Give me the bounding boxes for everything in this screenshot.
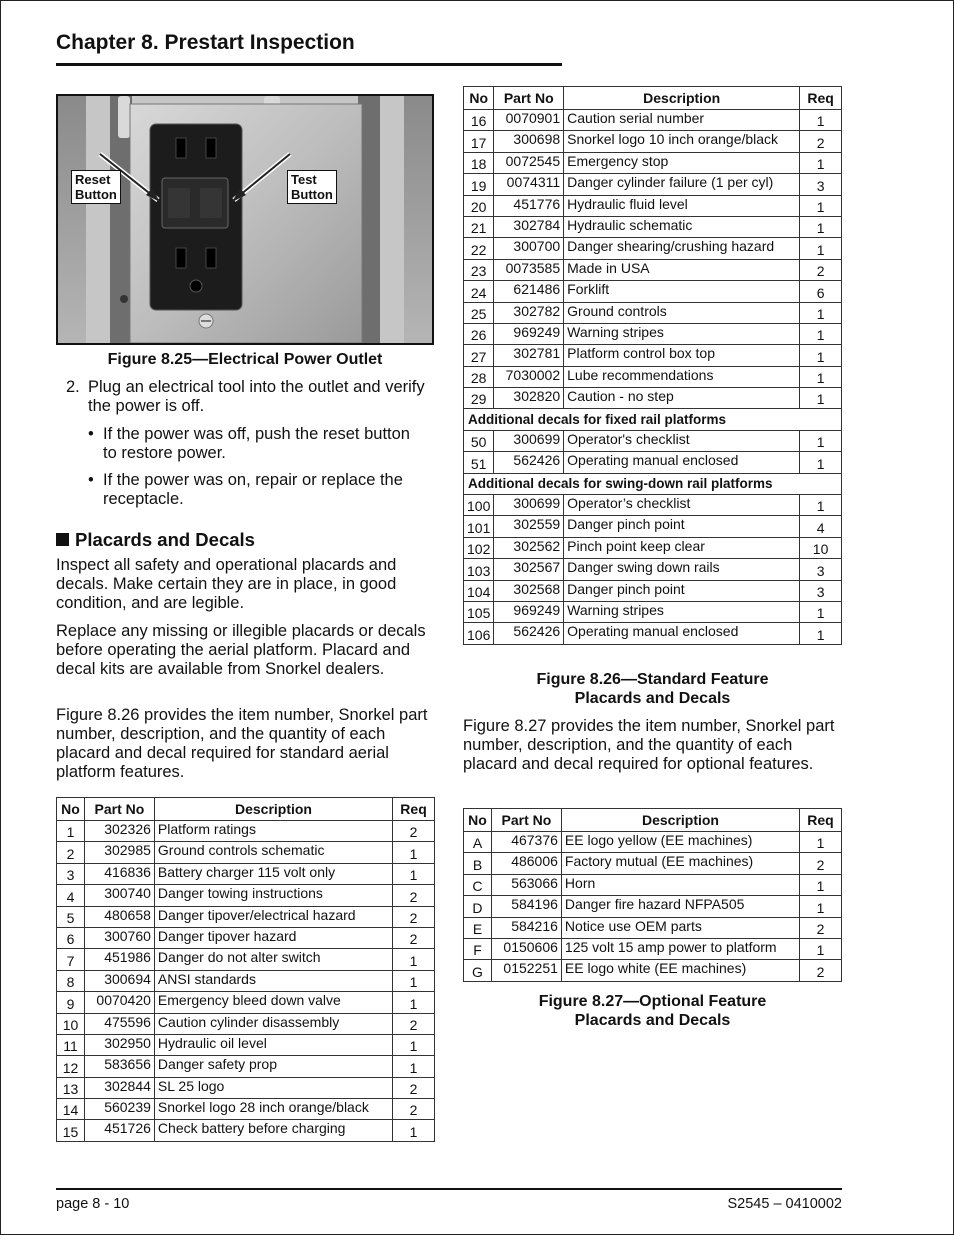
- bullet-dot-icon: •: [88, 425, 94, 443]
- part-number: 302562: [494, 537, 564, 558]
- header-part-no: Part No: [494, 87, 564, 110]
- quantity-required: 2: [800, 131, 842, 152]
- chapter-rule: [56, 63, 562, 66]
- quantity-required: 1: [800, 110, 842, 131]
- figure-26-caption: [463, 670, 842, 708]
- quantity-required: 1: [800, 874, 842, 895]
- figure-25-caption: Figure 8.25—Electrical Power Outlet: [107, 351, 383, 368]
- table-row: [57, 1013, 435, 1034]
- quantity-required: 1: [393, 992, 435, 1013]
- table-row: [464, 559, 842, 580]
- quantity-required: 2: [393, 1077, 435, 1098]
- part-number: 300740: [84, 885, 154, 906]
- description: EE logo yellow (EE machines): [561, 832, 799, 853]
- figure-26-caption-line2: Placards and Decals: [574, 690, 731, 707]
- part-number: 302820: [494, 388, 564, 409]
- part-number: 0073585: [494, 259, 564, 280]
- item-number: 100: [464, 495, 494, 516]
- item-number: B: [464, 853, 492, 874]
- item-number: 101: [464, 516, 494, 537]
- item-number: 10: [57, 1013, 85, 1034]
- description: Danger shearing/crushing hazard: [564, 238, 800, 259]
- item-number: 27: [464, 345, 494, 366]
- part-number: 584196: [491, 896, 561, 917]
- table-row: [57, 949, 435, 970]
- header-no: No: [57, 798, 85, 821]
- part-number: 302781: [494, 345, 564, 366]
- table-row: [464, 601, 842, 622]
- test-callout-line1: Test: [291, 172, 317, 187]
- part-number: 302784: [494, 216, 564, 237]
- table-row: [464, 495, 842, 516]
- square-bullet-icon: [56, 533, 69, 546]
- part-number: 475596: [84, 1013, 154, 1034]
- table-header-row: [57, 798, 435, 821]
- table-row: [464, 302, 842, 323]
- description: Pinch point keep clear: [564, 537, 800, 558]
- part-number: 300694: [84, 970, 154, 991]
- document-number: S2545 – 0410002: [727, 1196, 842, 1212]
- item-number: C: [464, 874, 492, 895]
- item-number: 106: [464, 623, 494, 644]
- table-row: [464, 960, 842, 981]
- table-row: [57, 821, 435, 842]
- quantity-required: 1: [393, 970, 435, 991]
- description: Emergency stop: [564, 152, 800, 173]
- header-req: Req: [800, 809, 842, 832]
- description: Snorkel logo 10 inch orange/black: [564, 131, 800, 152]
- table-row: [57, 1099, 435, 1120]
- part-number: 7030002: [494, 366, 564, 387]
- item-number: 9: [57, 992, 85, 1013]
- reset-button-callout: [71, 170, 121, 204]
- quantity-required: 3: [800, 559, 842, 580]
- page-number: page 8 - 10: [56, 1196, 130, 1212]
- header-part-no: Part No: [491, 809, 561, 832]
- table-row: [464, 216, 842, 237]
- description: Battery charger 115 volt only: [154, 863, 392, 884]
- table-row: [464, 917, 842, 938]
- item-number: 29: [464, 388, 494, 409]
- table-row: [464, 623, 842, 644]
- table-row: [464, 110, 842, 131]
- table-row: [464, 195, 842, 216]
- item-number: 103: [464, 559, 494, 580]
- table-row: [464, 152, 842, 173]
- description: Made in USA: [564, 259, 800, 280]
- item-number: G: [464, 960, 492, 981]
- table-row: [464, 366, 842, 387]
- item-number: 15: [57, 1120, 85, 1141]
- description: Horn: [561, 874, 799, 895]
- chapter-title: Chapter 8. Prestart Inspection: [56, 31, 355, 54]
- table-row: [464, 537, 842, 558]
- description: Danger fire hazard NFPA505: [561, 896, 799, 917]
- description: Snorkel logo 28 inch orange/black: [154, 1099, 392, 1120]
- quantity-required: 1: [800, 195, 842, 216]
- step-number: 2.: [66, 378, 80, 396]
- item-number: 21: [464, 216, 494, 237]
- quantity-required: 2: [393, 885, 435, 906]
- part-number: 416836: [84, 863, 154, 884]
- item-number: 26: [464, 323, 494, 344]
- test-button-callout: [287, 170, 337, 204]
- description: Danger pinch point: [564, 516, 800, 537]
- description: Warning stripes: [564, 323, 800, 344]
- table-row: [464, 516, 842, 537]
- part-number: 467376: [491, 832, 561, 853]
- item-number: 7: [57, 949, 85, 970]
- table-row: [57, 1034, 435, 1055]
- description: Danger tipover/electrical hazard: [154, 906, 392, 927]
- description: Lube recommendations: [564, 366, 800, 387]
- part-number: 969249: [494, 323, 564, 344]
- table-row: [464, 281, 842, 302]
- description: Caution serial number: [564, 110, 800, 131]
- header-req: Req: [393, 798, 435, 821]
- paragraph-replace: Replace any missing or illegible placards or decals before operating the aerial platform. Placard and decal kits are available from Snorkel dealers.: [56, 622, 426, 678]
- description: ANSI standards: [154, 970, 392, 991]
- section-heading: [56, 529, 255, 551]
- quantity-required: 2: [393, 906, 435, 927]
- quantity-required: 4: [800, 516, 842, 537]
- description: Hydraulic fluid level: [564, 195, 800, 216]
- item-number: E: [464, 917, 492, 938]
- description: Danger towing instructions: [154, 885, 392, 906]
- table-row: [57, 842, 435, 863]
- table-row: [464, 388, 842, 409]
- table-row: [57, 1056, 435, 1077]
- description: Emergency bleed down valve: [154, 992, 392, 1013]
- test-callout-line2: Button: [291, 187, 333, 202]
- item-number: 4: [57, 885, 85, 906]
- quantity-required: 1: [393, 1056, 435, 1077]
- quantity-required: 1: [800, 323, 842, 344]
- table-row: [57, 885, 435, 906]
- part-number: 300700: [494, 238, 564, 259]
- quantity-required: 10: [800, 537, 842, 558]
- quantity-required: 1: [800, 238, 842, 259]
- description: Factory mutual (EE machines): [561, 853, 799, 874]
- description: Hydraulic oil level: [154, 1034, 392, 1055]
- quantity-required: 2: [800, 960, 842, 981]
- part-number: 302844: [84, 1077, 154, 1098]
- table-row: [464, 259, 842, 280]
- item-number: F: [464, 938, 492, 959]
- quantity-required: 1: [800, 430, 842, 451]
- table-row: [464, 131, 842, 152]
- paragraph-figure-26: Figure 8.26 provides the item number, Snorkel part number, description, and the quantity of each placard and decal required for standard aerial platform features.: [56, 706, 428, 781]
- bullet-item: [88, 471, 428, 509]
- description: EE logo white (EE machines): [561, 960, 799, 981]
- part-number: 560239: [84, 1099, 154, 1120]
- part-number: 0074311: [494, 174, 564, 195]
- quantity-required: 1: [393, 949, 435, 970]
- subheading-row: [464, 473, 842, 494]
- header-part-no: Part No: [84, 798, 154, 821]
- quantity-required: 3: [800, 174, 842, 195]
- table-row: [57, 1120, 435, 1141]
- quantity-required: 1: [800, 938, 842, 959]
- table-row: [57, 906, 435, 927]
- item-number: 105: [464, 601, 494, 622]
- part-number: 302326: [84, 821, 154, 842]
- table-row: [464, 430, 842, 451]
- quantity-required: 1: [800, 495, 842, 516]
- figure-27-caption: [463, 992, 842, 1030]
- item-number: 51: [464, 452, 494, 473]
- table-row: [57, 992, 435, 1013]
- table-row: [57, 927, 435, 948]
- table-row: [464, 832, 842, 853]
- part-number: 0152251: [491, 960, 561, 981]
- reset-callout-line2: Button: [75, 187, 117, 202]
- item-number: 1: [57, 821, 85, 842]
- part-number: 0070901: [494, 110, 564, 131]
- description: SL 25 logo: [154, 1077, 392, 1098]
- decals-table-optional: [463, 808, 842, 982]
- item-number: 104: [464, 580, 494, 601]
- description: Operating manual enclosed: [564, 623, 800, 644]
- part-number: 563066: [491, 874, 561, 895]
- table-row: [464, 452, 842, 473]
- table-row: [464, 853, 842, 874]
- quantity-required: 1: [800, 601, 842, 622]
- part-number: 486006: [491, 853, 561, 874]
- step-2: [66, 378, 426, 416]
- quantity-required: 6: [800, 281, 842, 302]
- description: Forklift: [564, 281, 800, 302]
- header-description: Description: [154, 798, 392, 821]
- description: Operator's checklist: [564, 430, 800, 451]
- item-number: 17: [464, 131, 494, 152]
- part-number: 302559: [494, 516, 564, 537]
- paragraph-inspect: Inspect all safety and operational placards and decals. Make certain they are in place, in good condition, and are legible.: [56, 556, 397, 612]
- header-description: Description: [564, 87, 800, 110]
- quantity-required: 2: [800, 259, 842, 280]
- step-text: Plug an electrical tool into the outlet and verify the power is off.: [88, 378, 425, 415]
- description: Ground controls schematic: [154, 842, 392, 863]
- description: Danger safety prop: [154, 1056, 392, 1077]
- item-number: 24: [464, 281, 494, 302]
- item-number: 16: [464, 110, 494, 131]
- item-number: 28: [464, 366, 494, 387]
- paragraph-figure-27: Figure 8.27 provides the item number, Snorkel part number, description, and the quantity of each placard and decal required for optional features.: [463, 717, 835, 773]
- part-number: 480658: [84, 906, 154, 927]
- part-number: 302568: [494, 580, 564, 601]
- quantity-required: 2: [393, 821, 435, 842]
- item-number: D: [464, 896, 492, 917]
- table-row: [464, 238, 842, 259]
- description: Danger tipover hazard: [154, 927, 392, 948]
- bullet-text: If the power was on, repair or replace the receptacle.: [103, 471, 403, 508]
- part-number: 302567: [494, 559, 564, 580]
- description: Danger pinch point: [564, 580, 800, 601]
- fixed-rail-heading: Additional decals for fixed rail platforms: [464, 409, 842, 430]
- quantity-required: 1: [800, 152, 842, 173]
- part-number: 302985: [84, 842, 154, 863]
- quantity-required: 1: [393, 863, 435, 884]
- subheading-row: [464, 409, 842, 430]
- part-number: 0150606: [491, 938, 561, 959]
- description: Hydraulic schematic: [564, 216, 800, 237]
- bullet-item: [88, 425, 428, 463]
- quantity-required: 3: [800, 580, 842, 601]
- part-number: 300699: [494, 495, 564, 516]
- quantity-required: 1: [800, 896, 842, 917]
- figure-26-caption-line1: Figure 8.26—Standard Feature: [536, 671, 769, 688]
- footer-rule: [56, 1188, 842, 1190]
- part-number: 302782: [494, 302, 564, 323]
- header-description: Description: [561, 809, 799, 832]
- item-number: 13: [57, 1077, 85, 1098]
- header-no: No: [464, 87, 494, 110]
- decals-table-standard-2: [463, 86, 842, 645]
- item-number: 11: [57, 1034, 85, 1055]
- reset-callout-line1: Reset: [75, 172, 111, 187]
- quantity-required: 2: [393, 1099, 435, 1120]
- quantity-required: 1: [393, 842, 435, 863]
- section-heading-text: Placards and Decals: [75, 529, 255, 550]
- description: Danger swing down rails: [564, 559, 800, 580]
- description: Operator’s checklist: [564, 495, 800, 516]
- description: Platform ratings: [154, 821, 392, 842]
- quantity-required: 1: [800, 216, 842, 237]
- swing-rail-heading: Additional decals for swing-down rail platforms: [464, 473, 842, 494]
- bullet-text: If the power was off, push the reset button to restore power.: [103, 425, 410, 462]
- description: Caution cylinder disassembly: [154, 1013, 392, 1034]
- quantity-required: 1: [800, 366, 842, 387]
- bullet-dot-icon: •: [88, 471, 94, 489]
- part-number: 451726: [84, 1120, 154, 1141]
- item-number: 25: [464, 302, 494, 323]
- description: Danger do not alter switch: [154, 949, 392, 970]
- outlet-photo-illustration: [58, 96, 432, 343]
- quantity-required: 1: [393, 1034, 435, 1055]
- part-number: 0072545: [494, 152, 564, 173]
- description: Notice use OEM parts: [561, 917, 799, 938]
- description: Operating manual enclosed: [564, 452, 800, 473]
- part-number: 451986: [84, 949, 154, 970]
- part-number: 583656: [84, 1056, 154, 1077]
- item-number: 8: [57, 970, 85, 991]
- table-header-row: [464, 809, 842, 832]
- quantity-required: 2: [393, 927, 435, 948]
- item-number: 19: [464, 174, 494, 195]
- description: Ground controls: [564, 302, 800, 323]
- item-number: 50: [464, 430, 494, 451]
- header-no: No: [464, 809, 492, 832]
- table-row: [57, 863, 435, 884]
- item-number: 20: [464, 195, 494, 216]
- description: Danger cylinder failure (1 per cyl): [564, 174, 800, 195]
- quantity-required: 1: [800, 452, 842, 473]
- item-number: 23: [464, 259, 494, 280]
- quantity-required: 2: [800, 917, 842, 938]
- table-row: [57, 1077, 435, 1098]
- part-number: 300699: [494, 430, 564, 451]
- quantity-required: 1: [800, 832, 842, 853]
- header-req: Req: [800, 87, 842, 110]
- decals-table-standard-1: [56, 797, 435, 1142]
- table-row: [464, 323, 842, 344]
- table-row: [57, 970, 435, 991]
- part-number: 451776: [494, 195, 564, 216]
- item-number: 2: [57, 842, 85, 863]
- item-number: 22: [464, 238, 494, 259]
- part-number: 621486: [494, 281, 564, 302]
- quantity-required: 2: [393, 1013, 435, 1034]
- item-number: 18: [464, 152, 494, 173]
- item-number: 14: [57, 1099, 85, 1120]
- part-number: 302950: [84, 1034, 154, 1055]
- quantity-required: 1: [800, 388, 842, 409]
- item-number: 102: [464, 537, 494, 558]
- table-row: [464, 345, 842, 366]
- item-number: 3: [57, 863, 85, 884]
- quantity-required: 1: [800, 623, 842, 644]
- table-row: [464, 580, 842, 601]
- part-number: 300760: [84, 927, 154, 948]
- quantity-required: 1: [800, 302, 842, 323]
- item-number: 5: [57, 906, 85, 927]
- description: 125 volt 15 amp power to platform: [561, 938, 799, 959]
- quantity-required: 1: [800, 345, 842, 366]
- figure-27-caption-line2: Placards and Decals: [574, 1012, 731, 1029]
- description: Caution - no step: [564, 388, 800, 409]
- description: Warning stripes: [564, 601, 800, 622]
- table-row: [464, 938, 842, 959]
- part-number: 0070420: [84, 992, 154, 1013]
- part-number: 969249: [494, 601, 564, 622]
- quantity-required: 1: [393, 1120, 435, 1141]
- table-header-row: [464, 87, 842, 110]
- table-row: [464, 896, 842, 917]
- item-number: 12: [57, 1056, 85, 1077]
- table-row: [464, 174, 842, 195]
- description: Platform control box top: [564, 345, 800, 366]
- part-number: 584216: [491, 917, 561, 938]
- part-number: 562426: [494, 452, 564, 473]
- table-row: [464, 874, 842, 895]
- part-number: 562426: [494, 623, 564, 644]
- electrical-outlet-photo: [56, 94, 434, 345]
- part-number: 300698: [494, 131, 564, 152]
- item-number: A: [464, 832, 492, 853]
- description: Check battery before charging: [154, 1120, 392, 1141]
- item-number: 6: [57, 927, 85, 948]
- figure-27-caption-line1: Figure 8.27—Optional Feature: [538, 993, 767, 1010]
- quantity-required: 2: [800, 853, 842, 874]
